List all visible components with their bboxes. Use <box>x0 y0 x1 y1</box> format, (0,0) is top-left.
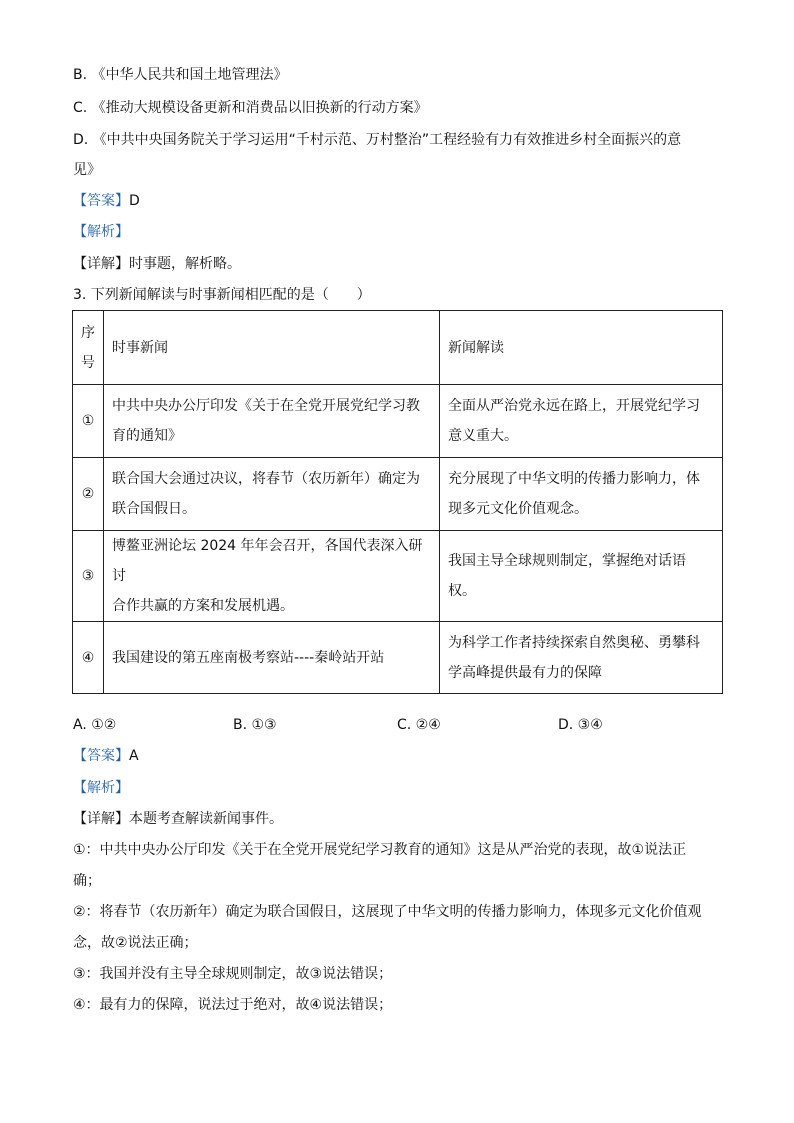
answer <box>73 746 139 766</box>
analysis-label: 【解析】 <box>73 224 129 240</box>
detail-point-1-line1: ①：中共中央办公厅印发《关于在全党开展党纪学习教育的通知》这是从严治党的表现，故①说法正 <box>73 842 687 858</box>
table-row <box>73 458 723 531</box>
answer-label: 【答案】 <box>73 748 129 764</box>
row-interp: 充分展现了中华文明的传播力影响力，体 现多元文化价值观念。 <box>440 458 723 531</box>
row-num: ① <box>73 385 104 458</box>
option-c: C. ②④ <box>397 717 441 733</box>
option-c-prev: C. 《推动大规模设备更新和消费品以旧换新的行动方案》 <box>73 100 428 116</box>
option-a: A. ①② <box>73 717 117 733</box>
row-news: 联合国大会通过决议，将春节（农历新年）确定为 联合国假日。 <box>104 458 440 531</box>
row-num: ④ <box>73 622 104 694</box>
table-row <box>73 531 723 622</box>
detail-label: 【详解】 <box>73 256 129 272</box>
news-table <box>72 310 723 694</box>
prev-analysis <box>73 222 129 242</box>
header-num: 序 号 <box>73 311 104 385</box>
row-news: 博鳌亚洲论坛 2024 年年会召开，各国代表深入研讨 合作共赢的方案和发展机遇。 <box>104 531 440 622</box>
detail-text: 时事题，解析略。 <box>129 256 241 272</box>
detail-intro-text: 本题考查解读新闻事件。 <box>129 811 283 827</box>
detail-intro <box>73 809 283 829</box>
row-num: ③ <box>73 531 104 622</box>
prev-detail <box>73 254 241 274</box>
option-d-prev-line1: D. 《中共中央国务院关于学习运用“千村示范、万村整治”工程经验有力有效推进乡村全面振兴的意 <box>73 132 682 148</box>
table-row <box>73 385 723 458</box>
analysis-label: 【解析】 <box>73 780 129 796</box>
header-interp: 新闻解读 <box>440 311 723 385</box>
detail-point-1-line2: 确； <box>73 873 101 889</box>
answer-value: A <box>129 748 139 764</box>
row-news: 中共中央办公厅印发《关于在全党开展党纪学习教 育的通知》 <box>104 385 440 458</box>
row-interp: 我国主导全球规则制定，掌握绝对话语 权。 <box>440 531 723 622</box>
row-num: ② <box>73 458 104 531</box>
answer-options <box>73 715 723 735</box>
row-interp: 全面从严治党永远在路上，开展党纪学习 意义重大。 <box>440 385 723 458</box>
table-row <box>73 622 723 694</box>
option-b: B. ①③ <box>233 717 277 733</box>
header-news: 时事新闻 <box>104 311 440 385</box>
row-news: 我国建设的第五座南极考察站----秦岭站开站 <box>104 622 440 694</box>
option-d-prev-line2: 见》 <box>73 162 101 178</box>
detail-label: 【详解】 <box>73 811 129 827</box>
answer-label: 【答案】 <box>73 193 129 209</box>
table-header-row <box>73 311 723 385</box>
option-b-prev: B. 《中华人民共和国土地管理法》 <box>73 67 288 83</box>
answer-value: D <box>129 193 140 209</box>
prev-answer <box>73 191 140 211</box>
option-d: D. ③④ <box>558 717 603 733</box>
detail-point-2-line2: 念，故②说法正确； <box>73 935 198 951</box>
detail-point-2-line1: ②：将春节（农历新年）确定为联合国假日，这展现了中华文明的传播力影响力，体现多元文化价值观 <box>73 904 702 920</box>
row-interp: 为科学工作者持续探索自然奥秘、勇攀科 学高峰提供最有力的保障 <box>440 622 723 694</box>
detail-point-3: ③：我国并没有主导全球规则制定，故③说法错误； <box>73 966 393 982</box>
detail-point-4: ④：最有力的保障，说法过于绝对，故④说法错误； <box>73 997 393 1013</box>
analysis <box>73 778 129 798</box>
question-3-stem: 3. 下列新闻解读与时事新闻相匹配的是（ ） <box>73 287 371 303</box>
